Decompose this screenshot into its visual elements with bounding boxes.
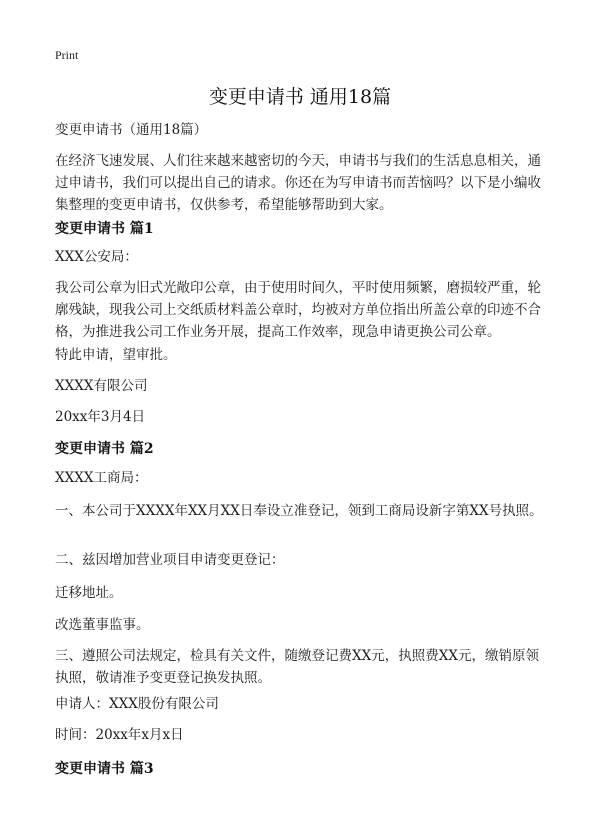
section-2-item-3: 三、遵照公司法规定，检具有关文件，随缴登记费XX元，执照费XX元，缴销原领执照，敬请准予变更登记换发执照。 (55, 648, 539, 686)
section-2-heading: 变更申请书 篇2 (55, 441, 154, 457)
section-1-closing: 特此申请，望审批。 (55, 347, 177, 363)
section-2-addressee: XXXX工商局： (55, 470, 148, 486)
section-2-item-1: 一、本公司于XXXX年XX月XX日奉设立准登记，领到工商局设新字第XX号执照。 (55, 503, 543, 519)
section-2-item-2: 二、兹因增加营业项目申请变更登记： (55, 552, 285, 568)
intro-paragraph: 在经济飞速发展、人们往来越来越密切的今天，申请书与我们的生活息息相关，通过申请书，我们可以提出自己的请求。你还在为写申请书而苦恼吗？以下是小编收集整理的变更申请书，仅供参考，希望能够帮助到大家。 (55, 153, 541, 213)
section-1-date: 20xx年3月4日 (55, 409, 146, 425)
section-1-company: XXXX有限公司 (55, 378, 148, 394)
section-1-heading: 变更申请书 篇1 (55, 221, 154, 237)
section-1-body: 我公司公章为旧式光敞印公章，由于使用时间久，平时使用频繁，磨损较严重，轮廓残缺，现我公司上交纸质材料盖公章时，均被对方单位指出所盖公章的印迹不合格，为推进我公司工作业务开展，提高工作效率，现急申请更换公司公章。 (55, 280, 541, 340)
section-2-line-b: 改选董事监事。 (55, 617, 150, 633)
document-title: 变更申请书 通用18篇 (208, 86, 392, 108)
section-2-line-a: 迁移地址。 (55, 585, 123, 601)
section-3-heading: 变更申请书 篇3 (55, 761, 154, 777)
print-label[interactable]: Print (55, 48, 79, 62)
section-1-addressee: XXX公安局： (55, 249, 138, 265)
document-subtitle: 变更申请书（通用18篇） (55, 122, 208, 138)
section-2-applicant: 申请人：XXX股份有限公司 (55, 696, 219, 712)
section-2-time: 时间：20xx年x月x日 (55, 727, 184, 743)
